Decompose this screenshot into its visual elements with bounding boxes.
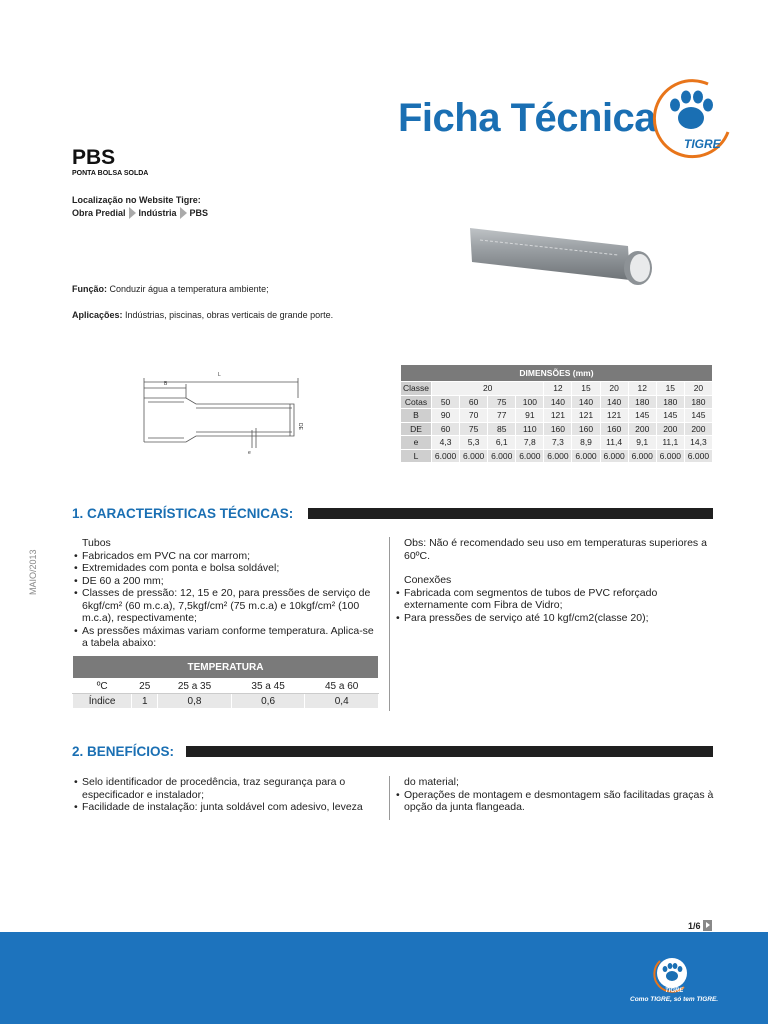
page-title: Ficha Técnica xyxy=(398,96,657,140)
breadcrumb xyxy=(72,207,208,219)
table-cell: 90 xyxy=(432,409,460,423)
row-label: e xyxy=(401,436,432,450)
list-item: • Classes de pressão: 12, 15 e 20, para pressões de serviço de 6kgf/cm² (60 m.c.a), 7,5kgf/cm² (75 m.c.a) e 10kgf/cm² (100 m.c.a), respectivamente; xyxy=(72,587,379,625)
benefits-left-column xyxy=(72,776,372,814)
table-cell: 200 xyxy=(628,422,656,436)
drawing-label-de: DE xyxy=(297,423,303,430)
table-cell: 8,9 xyxy=(572,436,600,450)
table-cell: 6.000 xyxy=(600,449,628,463)
drawing-label-b: B xyxy=(164,381,168,387)
dimensions-table xyxy=(400,364,713,463)
technical-drawing xyxy=(136,368,308,458)
function-label: Função: xyxy=(72,284,107,294)
table-row xyxy=(401,422,713,436)
dimensions-table-title: DIMENSÕES (mm) xyxy=(401,365,713,382)
breadcrumb-item-obra-predial[interactable]: Obra Predial xyxy=(72,208,126,218)
side-date: MAIO/2013 xyxy=(28,549,38,595)
row-label: B xyxy=(401,409,432,423)
table-cell: 50 xyxy=(432,395,460,409)
row-label: Cotas xyxy=(401,395,432,409)
table-cell: 7,3 xyxy=(544,436,572,450)
table-cell: 20 xyxy=(432,382,544,396)
table-cell: 77 xyxy=(488,409,516,423)
table-cell: 11,4 xyxy=(600,436,628,450)
table-cell: 0,4 xyxy=(305,694,379,709)
table-cell: 140 xyxy=(544,395,572,409)
table-cell: 121 xyxy=(544,409,572,423)
table-row xyxy=(401,436,713,450)
next-page-icon[interactable] xyxy=(703,920,712,931)
temperature-table xyxy=(72,655,379,709)
technical-left-column xyxy=(72,537,379,650)
table-cell: 121 xyxy=(572,409,600,423)
table-cell: 14,3 xyxy=(684,436,712,450)
table-cell: 160 xyxy=(544,422,572,436)
table-cell: 75 xyxy=(460,422,488,436)
table-cell: 145 xyxy=(684,409,712,423)
table-cell: 1 xyxy=(132,694,158,709)
table-cell: 110 xyxy=(516,422,544,436)
technical-right-column xyxy=(394,537,714,624)
table-cell: 200 xyxy=(656,422,684,436)
function-value: Conduzir água a temperatura ambiente; xyxy=(109,284,269,294)
table-row xyxy=(73,694,379,709)
benefits-right-column xyxy=(394,776,714,814)
observation-note: Obs: Não é recomendado seu uso em temperaturas superiores a 60ºC. xyxy=(404,537,707,562)
function-text xyxy=(72,284,269,294)
connections-heading: Conexões xyxy=(404,574,452,586)
table-cell: 180 xyxy=(684,395,712,409)
drawing-label-e: e xyxy=(248,450,251,456)
table-cell: 6.000 xyxy=(572,449,600,463)
list-item: • Selo identificador de procedência, traz segurança para o especificador e instalador; xyxy=(72,776,372,801)
footer-logo-text: TIGRE xyxy=(665,988,684,994)
list-item: • DE 60 a 200 mm; xyxy=(72,575,379,588)
breadcrumb-item-pbs[interactable]: PBS xyxy=(189,208,209,218)
table-cell: 60 xyxy=(460,395,488,409)
table-cell: 20 xyxy=(600,382,628,396)
list-item: • As pressões máximas variam conforme temperatura. Aplica-se a tabela abaixo: xyxy=(72,625,379,650)
table-cell: 15 xyxy=(572,382,600,396)
table-cell: 20 xyxy=(684,382,712,396)
product-code: PBS xyxy=(72,146,116,169)
row-label: Classe xyxy=(401,382,432,396)
tigre-logo xyxy=(648,76,734,162)
table-cell: 100 xyxy=(516,395,544,409)
drawing-label-l: L xyxy=(218,372,221,378)
table-cell: 6.000 xyxy=(628,449,656,463)
table-cell: 180 xyxy=(656,395,684,409)
applications-text xyxy=(72,310,333,320)
table-cell: 160 xyxy=(600,422,628,436)
table-cell: 75 xyxy=(488,395,516,409)
table-cell: ºC xyxy=(73,679,132,694)
table-cell: 6.000 xyxy=(684,449,712,463)
section-divider-bar xyxy=(308,508,713,519)
table-cell: 25 xyxy=(132,679,158,694)
table-cell: 5,3 xyxy=(460,436,488,450)
table-cell: 25 a 35 xyxy=(158,679,232,694)
list-item: • Extremidades com ponta e bolsa soldável; xyxy=(72,562,379,575)
table-cell: 140 xyxy=(600,395,628,409)
table-cell: 6,1 xyxy=(488,436,516,450)
list-item: • Facilidade de instalação: junta soldável com adesivo, leveza xyxy=(72,801,372,814)
column-divider xyxy=(389,537,390,711)
table-cell: 4,3 xyxy=(432,436,460,450)
page-number xyxy=(688,920,712,931)
table-cell: 180 xyxy=(628,395,656,409)
temperature-table-title: TEMPERATURA xyxy=(73,656,379,679)
chevron-right-icon xyxy=(129,207,136,219)
website-location-label: Localização no Website Tigre: xyxy=(72,195,201,205)
table-cell: 91 xyxy=(516,409,544,423)
column-divider xyxy=(389,776,390,820)
table-cell: 140 xyxy=(572,395,600,409)
table-cell: 35 a 45 xyxy=(231,679,305,694)
row-label: DE xyxy=(401,422,432,436)
table-cell: 12 xyxy=(628,382,656,396)
section-title-benefits: 2. BENEFÍCIOS: xyxy=(72,744,175,759)
table-cell: 7,8 xyxy=(516,436,544,450)
table-cell: Índice xyxy=(73,694,132,709)
logo-text: TIGRE xyxy=(684,137,721,151)
table-cell: 200 xyxy=(684,422,712,436)
applications-label: Aplicações: xyxy=(72,310,123,320)
table-cell: 6.000 xyxy=(516,449,544,463)
table-cell: 0,8 xyxy=(158,694,232,709)
breadcrumb-item-industria[interactable]: Indústria xyxy=(138,208,177,218)
table-cell: 85 xyxy=(488,422,516,436)
benefit-continuation: do material; xyxy=(404,776,459,788)
table-row xyxy=(401,382,713,396)
table-cell: 9,1 xyxy=(628,436,656,450)
page-number-text: 1/6 xyxy=(688,920,701,931)
pipe-image xyxy=(468,220,658,292)
table-row xyxy=(401,395,713,409)
table-cell: 6.000 xyxy=(656,449,684,463)
table-row xyxy=(73,679,379,694)
table-cell: 60 xyxy=(432,422,460,436)
table-cell: 11,1 xyxy=(656,436,684,450)
table-cell: 70 xyxy=(460,409,488,423)
table-cell: 12 xyxy=(544,382,572,396)
footer-slogan: Como TIGRE, só tem TIGRE. xyxy=(630,996,719,1003)
chevron-right-icon xyxy=(180,207,187,219)
table-row xyxy=(401,409,713,423)
table-cell: 15 xyxy=(656,382,684,396)
applications-value: Indústrias, piscinas, obras verticais de grande porte. xyxy=(125,310,334,320)
table-cell: 45 a 60 xyxy=(305,679,379,694)
table-cell: 145 xyxy=(656,409,684,423)
row-label: L xyxy=(401,449,432,463)
table-cell: 145 xyxy=(628,409,656,423)
table-cell: 6.000 xyxy=(488,449,516,463)
list-item: • Operações de montagem e desmontagem são facilitadas graças à opção da junta flangeada. xyxy=(394,789,714,814)
list-item: • Para pressões de serviço até 10 kgf/cm2(classe 20); xyxy=(394,612,714,625)
footer-tigre-logo xyxy=(652,955,692,995)
table-row xyxy=(401,449,713,463)
section-title-technical: 1. CARACTERÍSTICAS TÉCNICAS: xyxy=(72,506,294,521)
product-name: PONTA BOLSA SOLDA xyxy=(72,170,149,177)
table-cell: 6.000 xyxy=(544,449,572,463)
table-cell: 121 xyxy=(600,409,628,423)
table-cell: 6.000 xyxy=(432,449,460,463)
tubes-heading: Tubos xyxy=(82,537,111,549)
list-item: • Fabricados em PVC na cor marrom; xyxy=(72,550,379,563)
table-cell: 160 xyxy=(572,422,600,436)
section-divider-bar xyxy=(186,746,713,757)
table-cell: 0,6 xyxy=(231,694,305,709)
table-cell: 6.000 xyxy=(460,449,488,463)
list-item: • Fabricada com segmentos de tubos de PVC reforçado externamente com Fibra de Vidro; xyxy=(394,587,714,612)
